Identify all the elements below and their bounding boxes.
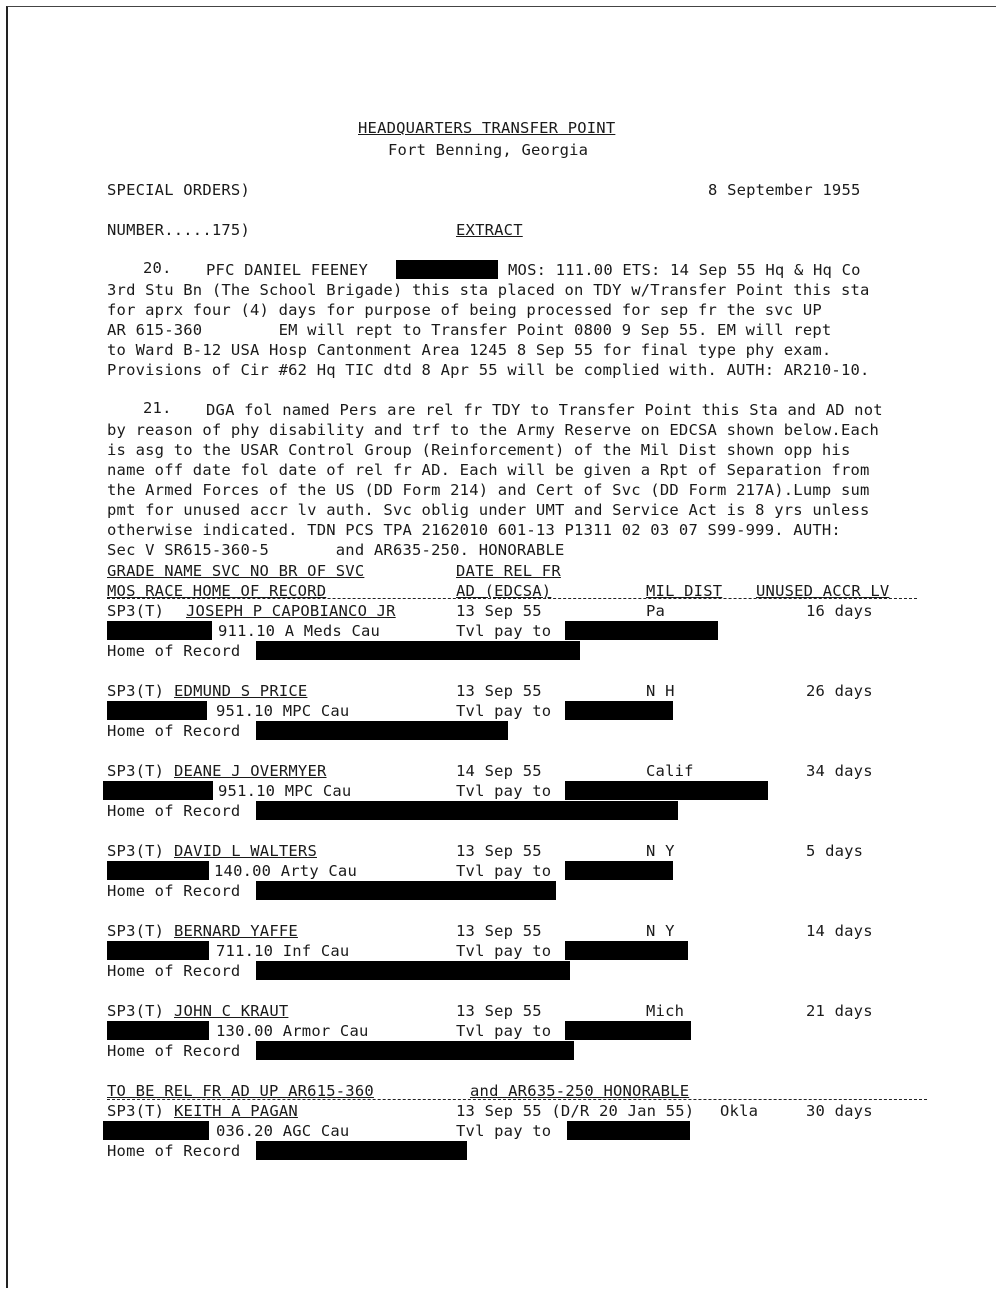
entry-name: JOHN C KRAUT [174,1002,289,1020]
entry-leave: 21 days [806,1002,873,1020]
redaction-bar [256,641,580,660]
entry-mil-dist: N Y [646,922,675,940]
entry-home-label: Home of Record [107,1142,241,1160]
entry-home-label: Home of Record [107,1042,241,1060]
entry-mos: 140.00 Arty Cau [214,862,357,880]
entry-date: 13 Sep 55 [456,922,542,940]
final-section-auth: and AR635-250 HONORABLE [470,1082,690,1100]
special-orders-label: SPECIAL ORDERS) [107,181,250,199]
entry-mos: 130.00 Armor Cau [216,1022,369,1040]
table-divider [107,598,917,599]
para21-line: name off date fol date of rel fr AD. Each will be given a Rpt of Separation from [107,461,870,479]
redaction-bar [256,961,570,980]
para20-line: for aprx four (4) days for purpose of being processed for sep fr the svc UP [107,301,822,319]
para21-line: the Armed Forces of the US (DD Form 214) and Cert of Svc (DD Form 217A).Lump sum [107,481,870,499]
redaction-bar [103,1121,209,1140]
para20-line: MOS: 111.00 ETS: 14 Sep 55 Hq & Hq Co [508,261,861,279]
entry-leave: 16 days [806,602,873,620]
entry-name: DEANE J OVERMYER [174,762,327,780]
entry-pay: Tvl pay to [456,862,552,880]
redaction-bar [103,781,213,800]
para21-line: by reason of phy disability and trf to the Army Reserve on EDCSA shown below.Each [107,421,880,439]
table-header-date: DATE REL FR [456,562,561,580]
redaction-bar [107,701,207,720]
org-location: Fort Benning, Georgia [388,141,589,159]
entry-home-label: Home of Record [107,882,241,900]
redaction-bar [256,1141,467,1160]
entry-grade: SP3(T) [107,922,165,940]
entry-mil-dist: Pa [646,602,666,620]
redaction-bar [256,801,678,820]
entry-grade: SP3(T) [107,762,165,780]
entry-date: 14 Sep 55 [456,762,542,780]
para21-line: DGA fol named Pers are rel fr TDY to Transfer Point this Sta and AD not [206,401,883,419]
entry-home-label: Home of Record [107,802,241,820]
entry-grade: SP3(T) [107,1102,165,1120]
para21-line: pmt for unused accr lv auth. Svc oblig under UMT and Service Act is 8 yrs unless [107,501,870,519]
redaction-bar [565,621,718,640]
entry-mil-dist: Okla [720,1102,759,1120]
entry-home-label: Home of Record [107,642,241,660]
para20-line: to Ward B-12 USA Hosp Cantonment Area 1245 8 Sep 55 for final type phy exam. [107,341,832,359]
redaction-bar [396,260,498,279]
entry-pay: Tvl pay to [456,1122,552,1140]
table-header-mil-dist: MIL DIST [646,582,723,600]
final-section-header: TO BE REL FR AD UP AR615-360 [107,1082,374,1100]
entry-leave: 34 days [806,762,873,780]
redaction-bar [565,781,768,800]
entry-leave: 26 days [806,682,873,700]
table-divider [107,1099,927,1100]
redaction-bar [256,721,508,740]
entry-pay: Tvl pay to [456,782,552,800]
extract-label: EXTRACT [456,221,523,239]
para20-line: 3rd Stu Bn (The School Brigade) this sta placed on TDY w/Transfer Point this sta [107,281,870,299]
redaction-bar [107,861,209,880]
entry-date: 13 Sep 55 (D/R 20 Jan 55) [456,1102,695,1120]
redaction-bar [565,701,673,720]
redaction-bar [107,1021,209,1040]
entry-name: JOSEPH P CAPOBIANCO JR [186,602,396,620]
para20-number: 20. [143,259,172,277]
redaction-bar [565,941,688,960]
entry-date: 13 Sep 55 [456,1002,542,1020]
entry-mil-dist: Mich [646,1002,685,1020]
org-title: HEADQUARTERS TRANSFER POINT [358,119,616,137]
entry-date: 13 Sep 55 [456,842,542,860]
entry-mil-dist: Calif [646,762,694,780]
para21-number: 21. [143,399,172,417]
entry-leave: 30 days [806,1102,873,1120]
table-header-mos: MOS RACE HOME OF RECORD [107,582,327,600]
entry-grade: SP3(T) [107,842,165,860]
para20-line: Provisions of Cir #62 Hq TIC dtd 8 Apr 55 will be complied with. AUTH: AR210-10. [107,361,870,379]
entry-name: EDMUND S PRICE [174,682,308,700]
redaction-bar [567,1121,690,1140]
redaction-bar [256,881,556,900]
para20-line: AR 615-360 EM will rept to Transfer Point 0800 9 Sep 55. EM will rept [107,321,832,339]
entry-mil-dist: N H [646,682,675,700]
redaction-bar [565,1021,691,1040]
entry-pay: Tvl pay to [456,942,552,960]
order-date: 8 September 1955 [708,181,861,199]
entry-mos: 711.10 Inf Cau [216,942,350,960]
table-header-leave: UNUSED ACCR LV [756,582,890,600]
order-number: NUMBER.....175) [107,221,250,239]
redaction-bar [107,621,212,640]
entry-date: 13 Sep 55 [456,682,542,700]
entry-mos: 951.10 MPC Cau [216,702,350,720]
para21-line: otherwise indicated. TDN PCS TPA 2162010 601-13 P1311 02 03 07 S99-999. AUTH: [107,521,841,539]
entry-name: BERNARD YAFFE [174,922,298,940]
redaction-bar [107,941,209,960]
para21-line: Sec V SR615-360-5 and AR635-250. HONORABLE [107,541,565,559]
redaction-bar [565,861,673,880]
entry-date: 13 Sep 55 [456,602,542,620]
entry-grade: SP3(T) [107,682,165,700]
entry-grade: SP3(T) [107,602,165,620]
table-header-left: GRADE NAME SVC NO BR OF SVC [107,562,365,580]
entry-mos: 911.10 A Meds Cau [218,622,381,640]
entry-name: KEITH A PAGAN [174,1102,298,1120]
entry-home-label: Home of Record [107,962,241,980]
entry-mos: 951.10 MPC Cau [218,782,352,800]
entry-home-label: Home of Record [107,722,241,740]
para21-line: is asg to the USAR Control Group (Reinforcement) of the Mil Dist shown opp his [107,441,851,459]
entry-pay: Tvl pay to [456,1022,552,1040]
entry-name: DAVID L WALTERS [174,842,317,860]
redaction-bar [256,1041,574,1060]
table-header-edcsa: AD (EDCSA) [456,582,552,600]
entry-leave: 14 days [806,922,873,940]
entry-mos: 036.20 AGC Cau [216,1122,350,1140]
entry-pay: Tvl pay to [456,622,552,640]
entry-mil-dist: N Y [646,842,675,860]
para20-line: PFC DANIEL FEENEY [206,261,369,279]
entry-grade: SP3(T) [107,1002,165,1020]
entry-pay: Tvl pay to [456,702,552,720]
entry-leave: 5 days [806,842,864,860]
